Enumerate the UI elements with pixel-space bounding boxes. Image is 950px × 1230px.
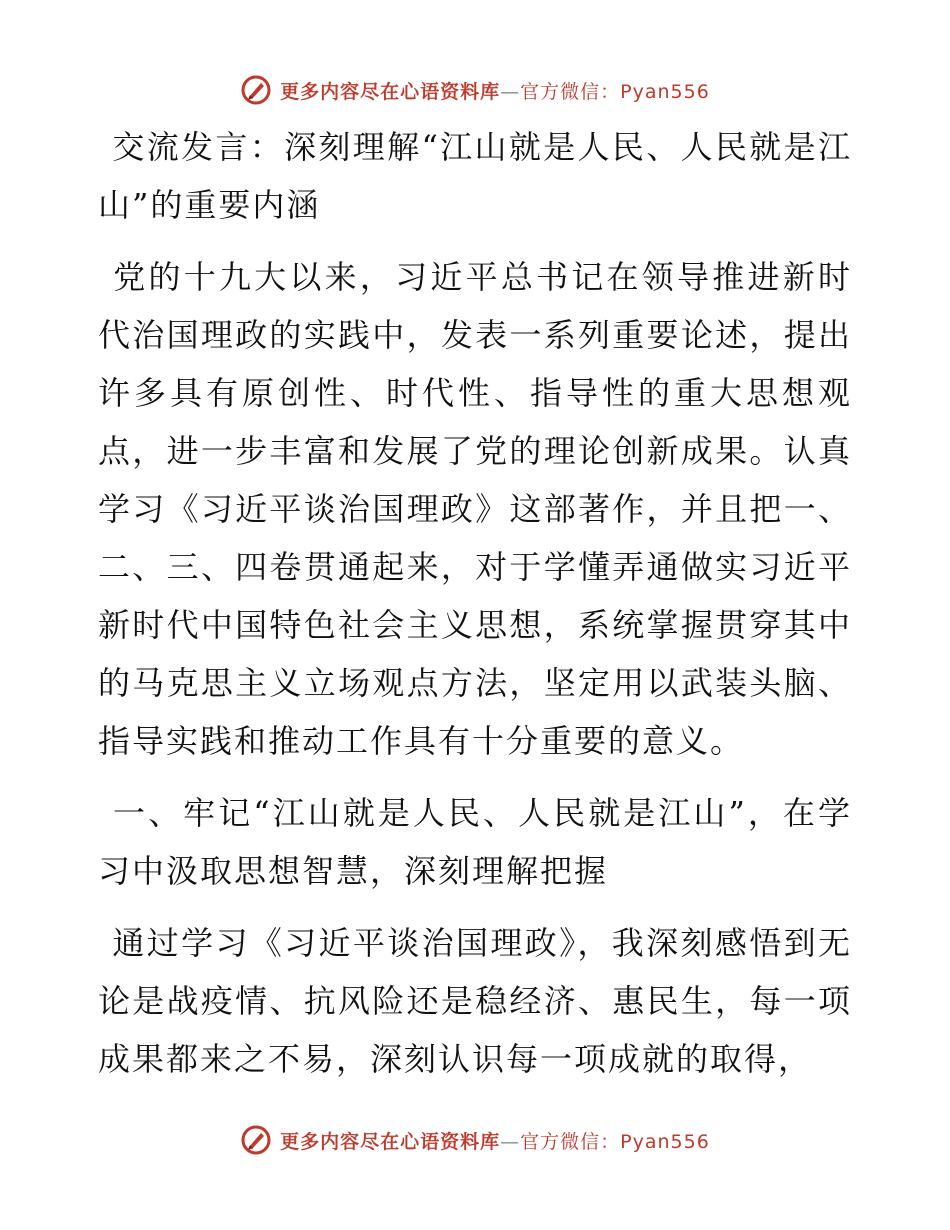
document-title-text: 交流发言：深刻理解“江山就是人民、人民就是江山”的重要内涵 — [98, 128, 852, 224]
section-heading-1-text: 一、牢记“江山就是人民、人民就是江山”，在学习中汲取思想智慧，深刻理解把握 — [98, 794, 852, 890]
section-heading-1 — [98, 784, 852, 900]
paragraph-2-text: 通过学习《习近平谈治国理政》，我深刻感悟到无论是战疫情、抗风险还是稳经济、惠民生，每一项成果都来之不易，深刻认识每一项成就的取得， — [98, 924, 852, 1078]
banner-wechat-label: 官方微信：Pyan556 — [520, 80, 710, 103]
banner-main-text: 更多内容尽在心语资料库 — [280, 80, 501, 103]
pen-circle-icon — [240, 1124, 272, 1156]
banner-main-text: 更多内容尽在心语资料库 — [280, 1130, 501, 1153]
paragraph-2 — [98, 914, 852, 1088]
document-body — [98, 118, 852, 1088]
banner-separator: — — [500, 1130, 521, 1153]
banner-text — [280, 77, 710, 104]
banner-wechat-label: 官方微信：Pyan556 — [520, 1130, 710, 1153]
pen-circle-icon — [240, 74, 272, 106]
document-title — [98, 118, 852, 234]
paragraph-1-text: 党的十九大以来，习近平总书记在领导推进新时代治国理政的实践中，发表一系列重要论述，提出许多具有原创性、时代性、指导性的重大思想观点，进一步丰富和发展了党的理论创新成果。认真学习《习近平谈治国理政》这部著作，并且把一、二、三、四卷贯通起来，对于学懂弄通做实习近平新时代中国特色社会主义思想，系统掌握贯穿其中的马克思主义立场观点方法，坚定用以武装头脑、指导实践和推动工作具有十分重要的意义。 — [98, 258, 852, 760]
header-banner — [0, 70, 950, 110]
paragraph-1 — [98, 248, 852, 770]
banner-separator: — — [500, 80, 521, 103]
banner-text — [280, 1127, 710, 1154]
footer-banner — [0, 1120, 950, 1160]
